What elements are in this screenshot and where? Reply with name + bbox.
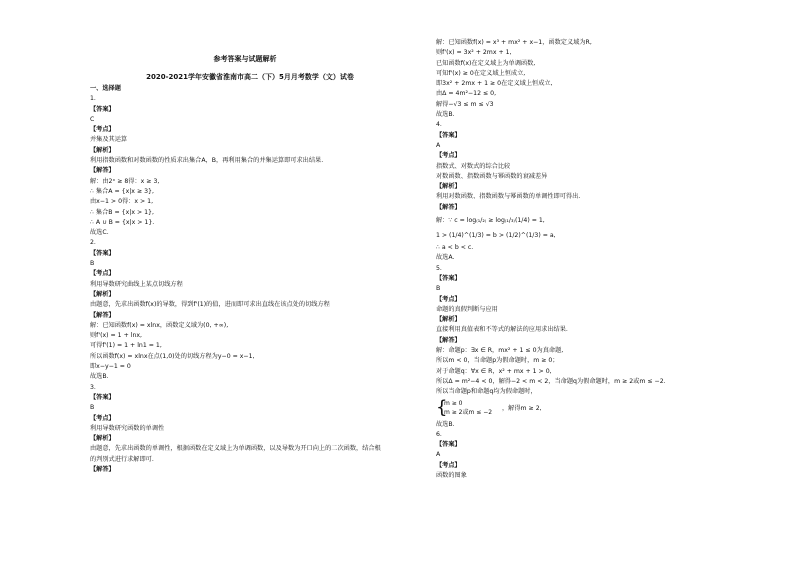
text-line: 所以当命题p和命题q均为假命题时， — [436, 388, 537, 396]
text-line: 利用导数研究函数的单调性 — [90, 424, 165, 432]
text-line: 故选B. — [436, 111, 455, 119]
text-line: 6. — [436, 430, 442, 438]
exam-title: 2020-2021学年安徽省淮南市高二（下）5月月考数学（文）试卷 — [146, 73, 354, 81]
brace-system — [436, 398, 736, 420]
text-line: 解：命题p：∃x ∈ R，mx² + 1 ≤ 0为真命题, — [436, 347, 564, 355]
text-line: 所以m < 0，当命题p为假命题时，m ≥ 0； — [436, 357, 559, 365]
text-line: 【考点】 — [436, 295, 461, 303]
text-line: 【解析】 — [90, 290, 115, 298]
text-line: 由题意，先求出函数f(x)的导数，得到f'(1)的值，进而即可求出直线在该点处的切线方程 — [90, 301, 330, 309]
text-line: 对数函数、指数函数与幂函数的衰减差异 — [436, 172, 548, 180]
text-line: 由Δ = 4m²−12 ≤ 0, — [436, 90, 497, 98]
text-line: 由题意，先求出函数的单调性，根据函数在定义域上为单调函数，以及导数为开口向上的二次函数，结合根 — [90, 445, 381, 453]
text-line: 利用指数函数和对数函数的性质求出集合A，B，再利用集合的并集运算即可求出结果. — [90, 157, 324, 165]
text-line: 则f'(x) = 1 + lnx, — [90, 332, 142, 340]
text-line: B — [436, 285, 441, 293]
text-line: ∴ 集合B = {x|x > 1}, — [90, 208, 154, 216]
text-line: 【解析】 — [436, 316, 461, 324]
formula-c: 解：∵ c = log₍₁/₂₎ ≥ log₍₁/₃₎(1/4) = 1, — [436, 217, 545, 225]
text-line: 【解答】 — [90, 167, 115, 175]
text-line: 2. — [90, 239, 96, 247]
text-line: 【答案】 — [90, 105, 115, 113]
brace-tail: ，解得m ≥ 2, — [502, 404, 542, 412]
right-lines-2 — [436, 243, 736, 397]
formula-ab: 1 > (1/4)^(1/3) = b > (1/2)^(1/3) = a, — [436, 232, 556, 240]
right-lines — [436, 38, 736, 213]
text-line: 【答案】 — [90, 393, 115, 401]
text-line: 【解析】 — [90, 435, 115, 443]
text-line: 故选B. — [90, 373, 109, 381]
text-line: A — [436, 141, 441, 149]
text-line: 由x−1 > 0得：x > 1, — [90, 198, 154, 206]
text-line: 【解答】 — [436, 203, 461, 211]
text-line: B — [90, 260, 95, 268]
text-line: 则f'(x) = 3x² + 2mx + 1, — [436, 49, 512, 57]
text-line: 【考点】 — [436, 461, 461, 469]
text-line: 【答案】 — [436, 274, 461, 282]
text-line: 的判别式进行求解即可. — [90, 455, 154, 463]
text-line: 可知f'(x) ≥ 0在定义域上恒成立, — [436, 69, 526, 77]
text-line: 解：已知函数f(x) = xlnx，函数定义域为(0, +∞), — [90, 321, 229, 329]
text-line: 故选B. — [436, 420, 455, 428]
text-line: 【考点】 — [436, 152, 461, 160]
text-line: 【答案】 — [90, 249, 115, 257]
text-line: 解：已知函数f(x) = x³ + mx² + x−1，函数定义域为R, — [436, 39, 592, 46]
text-line: 【解答】 — [90, 311, 115, 319]
text-line: 【答案】 — [436, 131, 461, 139]
left-brace-glyph: { — [436, 396, 448, 418]
text-line: 【考点】 — [90, 414, 115, 422]
brace-line-1: m ≥ 0 — [444, 399, 463, 407]
text-line: 5. — [436, 264, 442, 272]
text-line: 【解析】 — [436, 183, 461, 191]
text-line: 故选C. — [90, 229, 109, 237]
text-line: ∴ a < b < c. — [436, 244, 474, 252]
doc-title: 参考答案与试题解析 — [213, 55, 277, 63]
text-line: 函数的图象 — [436, 471, 467, 479]
text-line: B — [90, 404, 95, 412]
left-column — [90, 52, 410, 475]
left-lines — [90, 94, 410, 475]
text-line: 1. — [90, 95, 96, 103]
text-line: 命题的真假判断与应用 — [436, 305, 498, 313]
text-line: 【解答】 — [90, 465, 115, 473]
text-line: 利用导数研究曲线上某点切线方程 — [90, 280, 183, 288]
text-line: 4. — [436, 121, 442, 129]
text-line: ∴ A ∪ B = {x|x > 1}. — [90, 218, 155, 226]
text-line: 并集及其运算 — [90, 136, 128, 144]
text-line: 即x−y−1 = 0 — [90, 363, 131, 371]
right-lines-3 — [436, 420, 736, 482]
text-line: 指数式、对数式的综合比较 — [436, 162, 511, 170]
text-line: 解：由2ˣ ≥ 8得：x ≥ 3, — [90, 177, 160, 185]
brace-line-2: m ≥ 2或m ≤ −2 — [444, 408, 493, 416]
text-line: A — [436, 451, 441, 459]
text-line: 【解析】 — [90, 146, 115, 154]
text-line: 直接利用真值表和不等式的解法的应用求出结果. — [436, 326, 568, 334]
text-line: 【解答】 — [436, 336, 461, 344]
section-title: 一、选择题 — [90, 85, 121, 92]
right-column — [436, 38, 736, 481]
text-line: 故选A. — [436, 254, 455, 262]
text-line: 【考点】 — [90, 126, 115, 134]
text-line: 所以Δ = m²−4 < 0，解得−2 < m < 2，当命题q为假命题时，m ≥ 2或m ≤ −2. — [436, 377, 666, 385]
text-line: 所以函数f(x) = xlnx在点(1,0)处的切线方程为y−0 = x−1, — [90, 352, 255, 360]
text-line: 【答案】 — [436, 441, 461, 449]
text-line: 已知函数f(x)在定义域上为单调函数, — [436, 59, 536, 67]
text-line: 可得f'(1) = 1 + ln1 = 1, — [90, 342, 162, 350]
text-line: 即3x² + 2mx + 1 ≥ 0在定义域上恒成立, — [436, 80, 553, 88]
text-line: 对于命题q：∀x ∈ R，x² + mx + 1 > 0, — [436, 367, 552, 375]
text-line: 解得−√3 ≤ m ≤ √3 — [436, 100, 494, 108]
text-line: 3. — [90, 383, 96, 391]
text-line: C — [90, 115, 95, 123]
text-line: ∴ 集合A = {x|x ≥ 3}, — [90, 187, 154, 195]
text-line: 利用对数函数、指数函数与幂函数的单调性即可得出. — [436, 193, 581, 201]
text-line: 【考点】 — [90, 270, 115, 278]
